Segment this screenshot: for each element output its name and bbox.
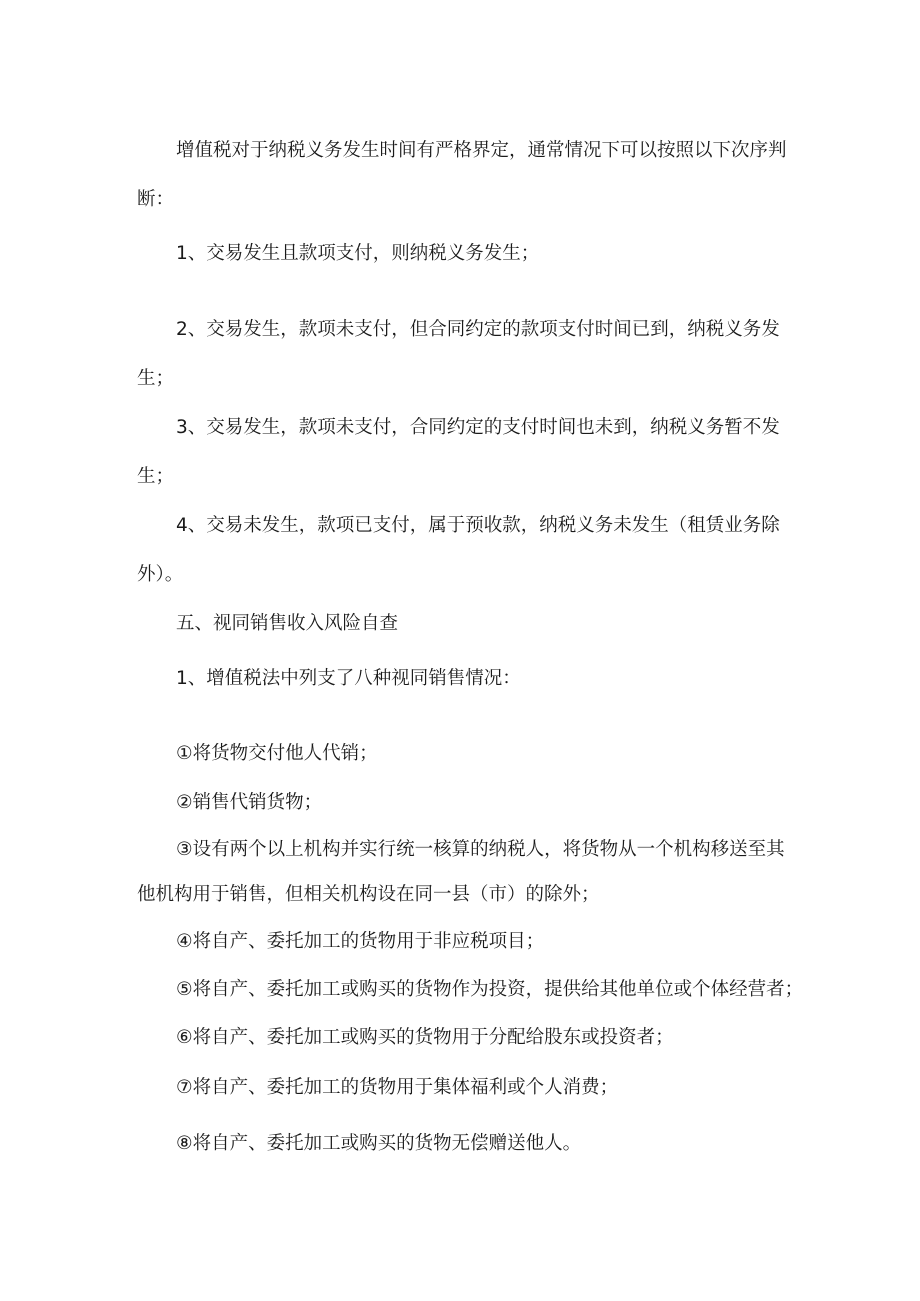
case-3-line-2: 他机构用于销售，但相关机构设在同一县（市）的除外；	[137, 884, 600, 905]
section-heading-5: 五、视同销售收入风险自查	[176, 613, 399, 634]
case-2: ②销售代销货物；	[176, 792, 323, 813]
para-intro-line-1: 增值税对于纳税义务发生时间有严格界定，通常情况下可以按照以下次序判	[176, 140, 787, 161]
para-intro-line-2: 断：	[137, 189, 175, 210]
list-item-2-line-2: 生；	[137, 368, 175, 389]
case-5: ⑤将自产、委托加工或购买的货物作为投资，提供给其他单位或个体经营者；	[176, 979, 804, 1000]
case-3-line-1: ③设有两个以上机构并实行统一核算的纳税人，将货物从一个机构移送至其	[176, 839, 785, 860]
case-4: ④将自产、委托加工的货物用于非应税项目；	[176, 931, 545, 952]
list-item-4-line-2: 外）。	[137, 564, 184, 585]
list-item-1: 1、交易发生且款项支付，则纳税义务发生；	[176, 243, 540, 264]
list-item-2-line-1: 2、交易发生，款项未支付，但合同约定的款项支付时间已到，纳税义务发	[176, 319, 780, 340]
list-item-3-line-2: 生；	[137, 466, 175, 487]
list-item-4-line-1: 4、交易未发生，款项已支付，属于预收款，纳税义务未发生（租赁业务除	[176, 515, 780, 536]
list-item-3-line-1: 3、交易发生，款项未支付，合同约定的支付时间也未到，纳税义务暂不发	[176, 417, 780, 438]
case-7: ⑦将自产、委托加工的货物用于集体福利或个人消费；	[176, 1077, 619, 1098]
case-1: ①将货物交付他人代销；	[176, 743, 378, 764]
case-8: ⑧将自产、委托加工或购买的货物无偿赠送他人。	[176, 1133, 582, 1154]
sub-item-1: 1、增值税法中列支了八种视同销售情况：	[176, 668, 521, 689]
case-6: ⑥将自产、委托加工或购买的货物用于分配给股东或投资者；	[176, 1027, 674, 1048]
